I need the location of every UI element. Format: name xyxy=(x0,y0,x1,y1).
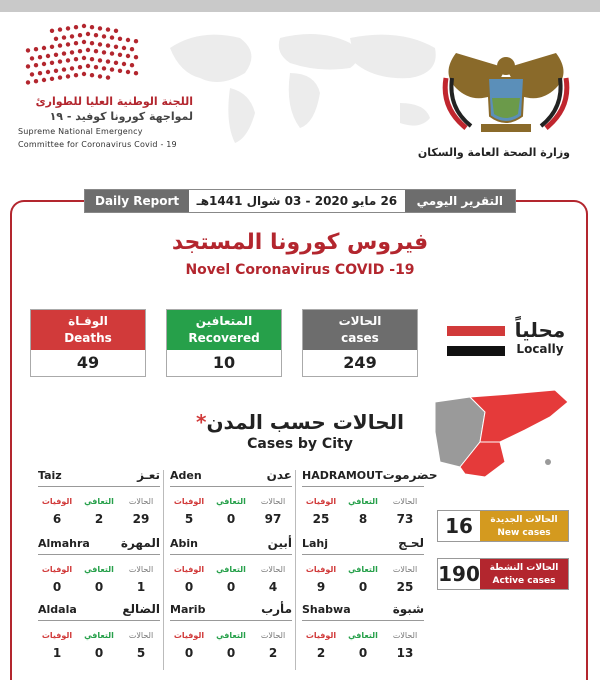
city-divider xyxy=(38,620,160,621)
city-cases-value: 25 xyxy=(396,580,414,594)
city-deaths-value: 2 xyxy=(316,646,326,660)
recovered-column-label: التعافي xyxy=(348,565,378,574)
city-name-en: Lahj xyxy=(302,537,329,550)
city-name-en: Aldala xyxy=(38,603,77,616)
deaths-box xyxy=(30,309,146,377)
cases-column-label: الحالات xyxy=(128,631,154,640)
city-recovered-value: 0 xyxy=(94,580,104,594)
locally-en: Locally xyxy=(516,342,564,356)
city-names xyxy=(38,536,160,550)
city-recovered-value: 0 xyxy=(94,646,104,660)
city-card xyxy=(38,602,160,664)
committee-name-ar-1: اللجنة الوطنية العليا للطوارئ xyxy=(35,95,193,108)
city-values xyxy=(302,512,424,526)
city-values xyxy=(170,512,292,526)
city-deaths-value: 5 xyxy=(184,512,194,526)
cases-value: 249 xyxy=(343,353,377,372)
city-values xyxy=(302,646,424,660)
committee-name-en-2: Committee for Coronavirus Covid - 19 xyxy=(18,140,177,149)
new-cases-box xyxy=(437,510,569,542)
committee-name-ar-2: لمواجهة كورونا كوفيد - ١٩ xyxy=(49,110,193,123)
city-card xyxy=(302,468,438,530)
city-name-ar: عدن xyxy=(266,468,292,482)
city-deaths-value: 0 xyxy=(184,646,194,660)
recovered-column-label: التعافي xyxy=(348,631,378,640)
city-name-en: Abin xyxy=(170,537,198,550)
city-column-labels xyxy=(302,565,424,574)
cases-column-label: الحالات xyxy=(260,497,286,506)
city-name-ar: شبوة xyxy=(392,602,424,616)
new-cases-label-en: New cases xyxy=(497,528,551,538)
ministry-name: وزارة الصحة العامة والسكان xyxy=(417,146,570,159)
cases-label-en: cases xyxy=(341,331,379,345)
city-names xyxy=(302,602,424,616)
city-name-en: Taiz xyxy=(38,469,62,482)
city-name-ar: حضرموت xyxy=(382,468,438,482)
city-divider xyxy=(170,620,292,621)
city-values xyxy=(170,580,292,594)
active-cases-box xyxy=(437,558,569,590)
city-name-en: Aden xyxy=(170,469,202,482)
city-deaths-value: 1 xyxy=(52,646,62,660)
city-names xyxy=(38,468,160,482)
city-column-labels xyxy=(38,497,160,506)
city-divider xyxy=(170,486,292,487)
cases-column-label: الحالات xyxy=(128,565,154,574)
city-card xyxy=(38,468,160,530)
column-divider xyxy=(295,470,296,670)
cases-box xyxy=(302,309,418,377)
city-card xyxy=(302,602,424,664)
recovered-value: 10 xyxy=(212,353,236,372)
city-column-labels xyxy=(302,497,424,506)
city-cases-value: 2 xyxy=(268,646,278,660)
cases-column-label: الحالات xyxy=(260,565,286,574)
new-cases-label-ar: الحالات الجديدة xyxy=(490,515,558,525)
recovered-column-label: التعافي xyxy=(216,565,246,574)
deaths-column-label: الوفيات xyxy=(41,497,73,506)
city-card xyxy=(302,536,424,598)
active-cases-value: 190 xyxy=(438,562,480,586)
city-values xyxy=(38,580,160,594)
daily-report-bar xyxy=(84,189,516,213)
cases-column-label: الحالات xyxy=(260,631,286,640)
city-card xyxy=(38,536,160,598)
new-cases-value: 16 xyxy=(445,514,473,538)
city-card xyxy=(170,602,292,664)
recovered-column-label: التعافي xyxy=(84,497,114,506)
city-deaths-value: 0 xyxy=(184,580,194,594)
city-card xyxy=(170,536,292,598)
cases-column-label: الحالات xyxy=(392,497,418,506)
city-deaths-value: 9 xyxy=(316,580,326,594)
city-column-labels xyxy=(170,497,292,506)
city-names xyxy=(170,468,292,482)
city-divider xyxy=(302,620,424,621)
city-names xyxy=(302,468,438,482)
title-en: Novel Coronavirus COVID -19 xyxy=(185,262,415,278)
city-name-en: HADRAMOUT xyxy=(302,469,383,482)
city-names xyxy=(170,536,292,550)
recovered-column-label: التعافي xyxy=(84,631,114,640)
yemen-emblem-icon xyxy=(436,48,576,143)
yemen-map-icon xyxy=(430,382,570,482)
yemen-flag-icon xyxy=(447,326,505,358)
locally-ar: محلياً xyxy=(514,318,566,342)
city-name-en: Almahra xyxy=(38,537,90,550)
city-column-labels xyxy=(170,631,292,640)
city-column-labels xyxy=(170,565,292,574)
deaths-column-label: الوفيات xyxy=(173,631,205,640)
city-deaths-value: 0 xyxy=(52,580,62,594)
cases-label-ar: الحالات xyxy=(338,314,382,328)
deaths-column-label: الوفيات xyxy=(305,631,337,640)
cases-by-city-ar-text: الحالات حسب المدن xyxy=(206,410,404,434)
daily-report-en: Daily Report xyxy=(85,190,189,212)
city-values xyxy=(170,646,292,660)
star-mark: * xyxy=(195,410,207,434)
cases-by-city-en: Cases by City xyxy=(247,436,353,452)
top-bar xyxy=(0,0,600,12)
city-card xyxy=(170,468,292,530)
recovered-label-ar: المتعافين xyxy=(195,314,253,328)
city-cases-value: 5 xyxy=(136,646,146,660)
city-names xyxy=(302,536,424,550)
city-name-en: Marib xyxy=(170,603,206,616)
city-recovered-value: 0 xyxy=(226,646,236,660)
city-column-labels xyxy=(302,631,424,640)
deaths-column-label: الوفيات xyxy=(41,631,73,640)
active-cases-label-en: Active cases xyxy=(492,576,556,586)
cases-column-label: الحالات xyxy=(128,497,154,506)
deaths-column-label: الوفيات xyxy=(173,497,205,506)
city-name-ar: تعـز xyxy=(137,468,160,482)
city-cases-value: 13 xyxy=(396,646,414,660)
deaths-value: 49 xyxy=(76,353,100,372)
city-name-ar: مأرب xyxy=(261,602,292,616)
city-cases-value: 1 xyxy=(136,580,146,594)
city-values xyxy=(302,580,424,594)
city-divider xyxy=(38,486,160,487)
report-date: 26 مايو 2020 - 03 شوال 1441هـ xyxy=(196,194,398,208)
city-name-ar: الضالع xyxy=(122,602,160,616)
city-name-ar: لحـج xyxy=(398,536,424,550)
recovered-column-label: التعافي xyxy=(216,631,246,640)
city-divider xyxy=(302,486,424,487)
city-recovered-value: 0 xyxy=(226,580,236,594)
city-recovered-value: 0 xyxy=(226,512,236,526)
recovered-box xyxy=(166,309,282,377)
column-divider xyxy=(163,470,164,670)
city-column-labels xyxy=(38,565,160,574)
cases-column-label: الحالات xyxy=(392,631,418,640)
title-ar: فيروس كورونا المستجد xyxy=(171,230,429,255)
cases-by-city-ar xyxy=(150,410,450,434)
city-recovered-value: 2 xyxy=(94,512,104,526)
city-recovered-value: 8 xyxy=(358,512,368,526)
city-deaths-value: 25 xyxy=(312,512,330,526)
locally-label xyxy=(505,318,575,356)
dot-logo-icon xyxy=(20,18,140,90)
city-cases-value: 29 xyxy=(132,512,150,526)
daily-report-ar: التقرير اليومي xyxy=(405,190,515,212)
deaths-column-label: الوفيات xyxy=(41,565,73,574)
world-map-icon xyxy=(150,18,450,148)
deaths-label-ar: الوفـاة xyxy=(68,314,108,328)
city-name-ar: المهرة xyxy=(120,536,160,550)
city-recovered-value: 0 xyxy=(358,580,368,594)
deaths-column-label: الوفيات xyxy=(173,565,205,574)
city-divider xyxy=(302,554,424,555)
city-deaths-value: 6 xyxy=(52,512,62,526)
deaths-column-label: الوفيات xyxy=(305,565,337,574)
recovered-column-label: التعافي xyxy=(216,497,246,506)
cases-column-label: الحالات xyxy=(392,565,418,574)
active-cases-label-ar: الحالات النشطة xyxy=(489,563,559,573)
recovered-label-en: Recovered xyxy=(188,331,260,345)
recovered-column-label: التعافي xyxy=(84,565,114,574)
city-divider xyxy=(170,554,292,555)
city-names xyxy=(38,602,160,616)
city-name-ar: أبين xyxy=(267,536,292,550)
city-column-labels xyxy=(38,631,160,640)
city-values xyxy=(38,646,160,660)
deaths-column-label: الوفيات xyxy=(305,497,337,506)
deaths-label-en: Deaths xyxy=(64,331,112,345)
city-recovered-value: 0 xyxy=(358,646,368,660)
city-cases-value: 97 xyxy=(264,512,282,526)
committee-name-en-1: Supreme National Emergency xyxy=(18,127,143,136)
committee-block xyxy=(18,95,193,150)
city-cases-value: 4 xyxy=(268,580,278,594)
city-values xyxy=(38,512,160,526)
city-name-en: Shabwa xyxy=(302,603,351,616)
city-divider xyxy=(38,554,160,555)
city-names xyxy=(170,602,292,616)
city-cases-value: 73 xyxy=(396,512,414,526)
recovered-column-label: التعافي xyxy=(348,497,378,506)
